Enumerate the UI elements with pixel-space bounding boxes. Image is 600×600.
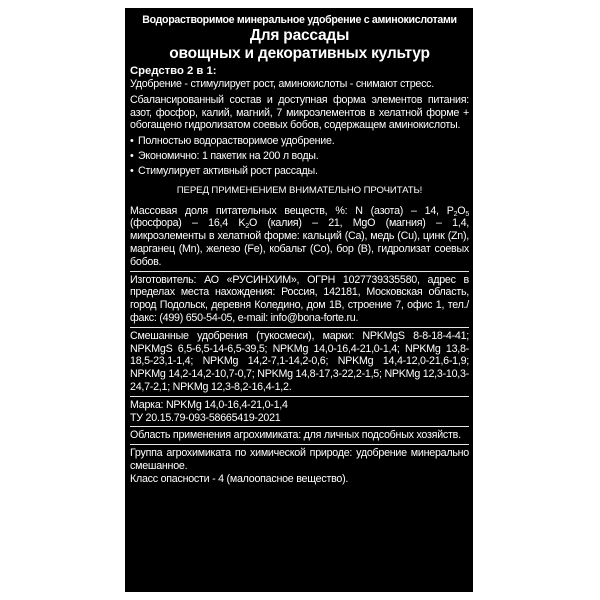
title-line-1: Для рассады	[249, 27, 350, 44]
potassium-sub-2: 2	[245, 223, 249, 231]
composition-block	[130, 205, 469, 269]
bullet-icon: •	[130, 164, 134, 177]
bullet-text: Стимулирует активный рост рассады.	[138, 164, 318, 177]
oxygen-sub-5: 5	[465, 210, 469, 218]
composition-part-c: O (калия) – 21, MgO (магния) – 1,4, микроэлементы в хелатной форме: кальций (Ca), медь (Cu), цинк (Zn), марганец (Mn), железо (Fe), кобальт (Co), бор (B), гидролизат соевых бобов.	[130, 217, 470, 268]
bullet-icon: •	[130, 149, 134, 162]
divider	[130, 444, 469, 445]
bullet-item	[130, 135, 469, 148]
product-type-line: Водорастворимое минеральное удобрение с аминокислотами	[142, 14, 457, 26]
application-area: Область применения агрохимиката: для личных подсобных хозяйств.	[130, 429, 461, 442]
hazard-class: Класс опасности - 4 (малоопасное вещество).	[130, 472, 349, 485]
divider	[130, 271, 469, 272]
composition-part-a: Массовая доля питательных веществ, %: N (азота) – 14, P	[130, 204, 454, 217]
bullet-item	[130, 165, 469, 178]
title-line-2: овощных и декоративных культур	[169, 45, 430, 62]
divider	[130, 396, 469, 397]
intro-paragraph-1: Удобрение - стимулирует рост, аминокислоты - снимают стресс.	[130, 78, 434, 90]
two-in-one-heading: Средство 2 в 1:	[130, 65, 217, 77]
divider	[130, 426, 469, 427]
composition-part-b: (фосфора) – 16,4 K	[130, 217, 246, 230]
bullet-text: Экономично: 1 пакетик на 200 л воды.	[138, 149, 319, 162]
bullet-list	[130, 135, 469, 177]
composition-oxygen: O	[457, 204, 466, 217]
grade-mark: Марка: NPKMg 14,0-16,4-21,0-1,4	[130, 398, 288, 411]
chemical-group: Группа агрохимиката по химической природе: удобрение минерально смешанное.	[130, 447, 469, 472]
phosphorus-sub-2: 2	[453, 210, 458, 218]
bullet-item	[130, 150, 469, 163]
warning-text: ПЕРЕД ПРИМЕНЕНИЕМ ВНИМАТЕЛЬНО ПРОЧИТАТЬ!	[176, 184, 423, 196]
divider	[130, 327, 469, 328]
tech-spec: ТУ 20.15.79-093-58665419-2021	[130, 411, 281, 424]
mixes-list: Смешанные удобрения (тукосмеси), марки: NPKMgS 8-8-18-4-41; NPKMgS 6,5-6,5-14-6,5-39,5; NPKMg 14,0-16,4-21,0-1,4; NPKMg 13,8-18,5-23,1-1,4; NPKMg 14,2-7,1-14,2-0,6; NPKMg 14,4-12,0-21,6-1,9; NPKMg 14,2-14,2-10,7-0,7; NPKMg 14,8-17,3-22,2-1,5; NPKMg 12,3-10,3-24,7-2,1; NPKMg 12,3-8,2-16,4-1,2.	[130, 329, 469, 393]
product-label-panel	[125, 8, 473, 592]
intro-paragraph-2: Сбалансированный состав и доступная форма элементов питания: азот, фосфор, калий, магний, 7 микроэлементов в хелатной форме + обогащено гидролизатом соевых бобов, содержащем аминокислоты.	[130, 93, 469, 132]
bullet-text: Полностью водорастворимое удобрение.	[138, 135, 335, 148]
manufacturer-info: Изготовитель: АО «РУСИНХИМ», ОГРН 1027739335580, адрес в пределах места нахождения: Россия, 142181, Московская область, город Подольск, деревня Коледино, дом 1В, строение 7, офис 1, тел./факс: (499) 650-54-05, e-mail: info@bona-forte.ru.	[130, 273, 469, 324]
bullet-icon: •	[130, 135, 134, 148]
